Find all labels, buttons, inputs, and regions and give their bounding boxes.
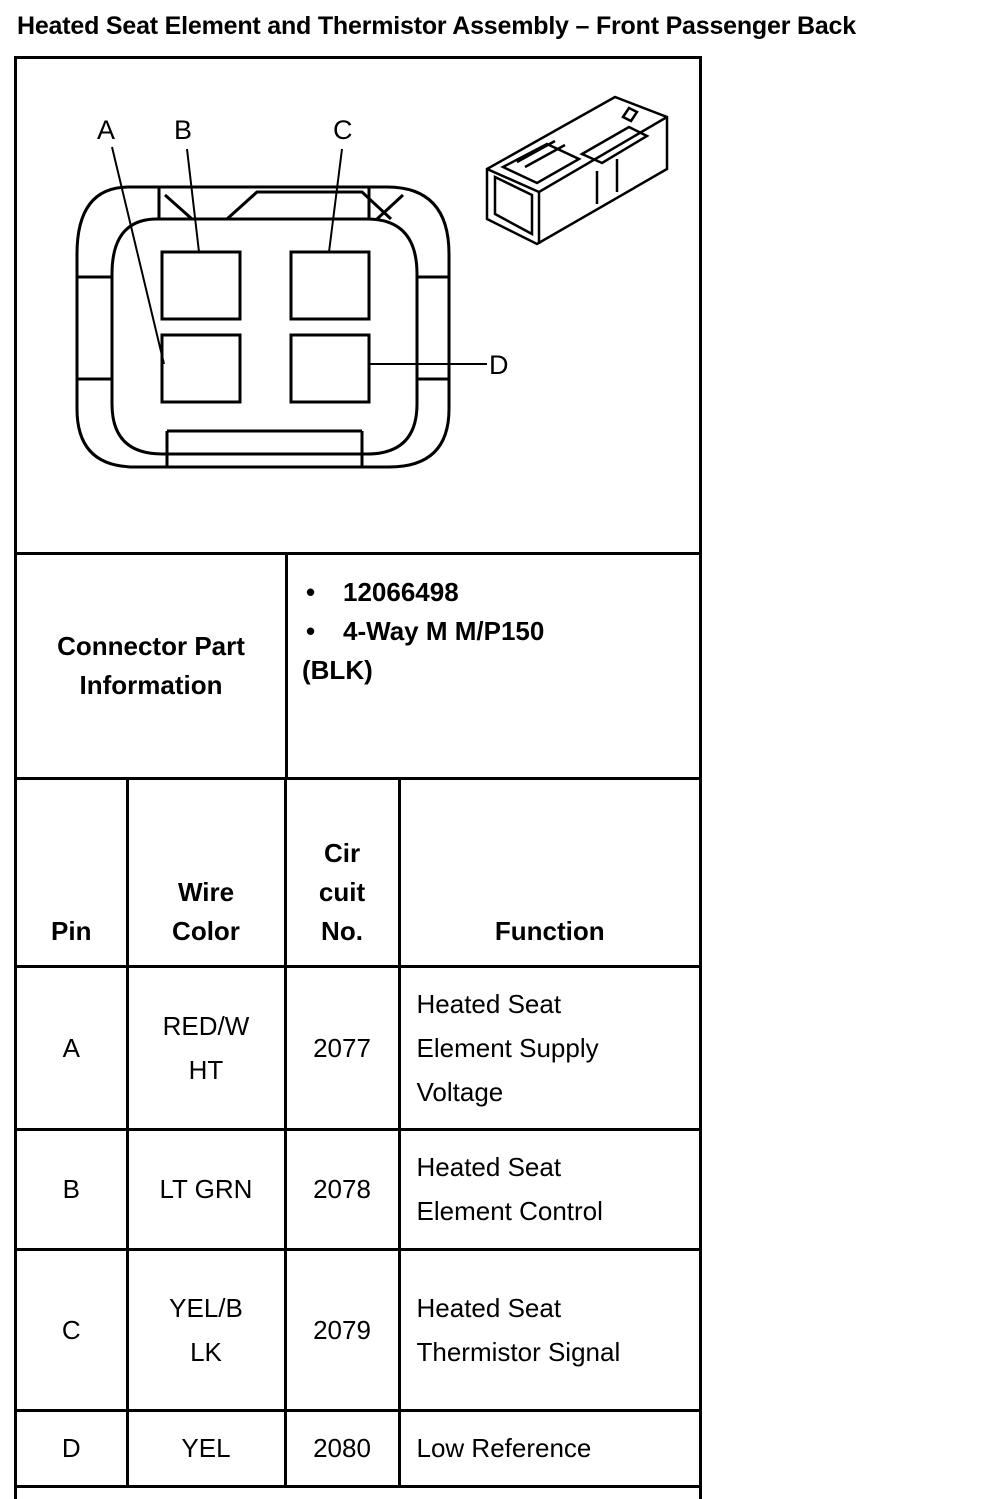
function-cell: Heated Seat Element Control <box>399 1129 699 1249</box>
circuit-cell: 2077 <box>285 966 399 1129</box>
circuit-cell: 2079 <box>285 1249 399 1410</box>
wire-color-cell: YEL/B LK <box>127 1249 285 1410</box>
pin-label-b: B <box>174 115 193 145</box>
header-function: Function <box>399 780 699 966</box>
pin-cell: A <box>17 966 127 1129</box>
connector-part-information <box>17 555 699 780</box>
function-cell: Heated Seat Thermistor Signal <box>399 1249 699 1410</box>
connector-description: 4-Way M M/P150 <box>343 616 545 646</box>
header-pin: Pin <box>17 780 127 966</box>
table-header-row <box>17 780 699 966</box>
pin-cell: B <box>17 1129 127 1249</box>
pin-cell: D <box>17 1410 127 1486</box>
connector-info-details <box>288 573 688 690</box>
wire-color-cell: LT GRN <box>127 1129 285 1249</box>
connector-info-label: Connector Part Information <box>57 631 245 700</box>
wire-color-cell: RED/W HT <box>127 966 285 1129</box>
connector-description-item <box>288 612 688 651</box>
pin-label-a: A <box>97 115 116 145</box>
wire-color-cell: YEL <box>127 1410 285 1486</box>
part-number-item <box>288 573 688 612</box>
bullet: • <box>306 577 316 607</box>
function-cell: Heated Seat Element Supply Voltage <box>399 966 699 1129</box>
connector-color: (BLK) <box>302 655 373 685</box>
connector-diagram <box>17 59 699 555</box>
connector-face-illustration <box>17 59 699 552</box>
function-cell: Low Reference <box>399 1410 699 1486</box>
table-row <box>17 1410 699 1486</box>
part-number: 12066498 <box>343 577 459 607</box>
pinout-table <box>17 780 699 1488</box>
table-row <box>17 1249 699 1410</box>
connector-info-label-cell <box>17 555 288 777</box>
connector-sheet <box>14 56 702 1499</box>
header-circuit-no: Cir cuit No. <box>285 780 399 966</box>
table-row <box>17 1129 699 1249</box>
header-wire-color: Wire Color <box>127 780 285 966</box>
pin-label-c: C <box>333 115 353 145</box>
pin-cell: C <box>17 1249 127 1410</box>
table-row <box>17 966 699 1129</box>
bullet: • <box>306 616 316 646</box>
circuit-cell: 2078 <box>285 1129 399 1249</box>
pin-label-d: D <box>489 350 509 380</box>
page-title: Heated Seat Element and Thermistor Assembly – Front Passenger Back <box>17 12 856 40</box>
circuit-cell: 2080 <box>285 1410 399 1486</box>
